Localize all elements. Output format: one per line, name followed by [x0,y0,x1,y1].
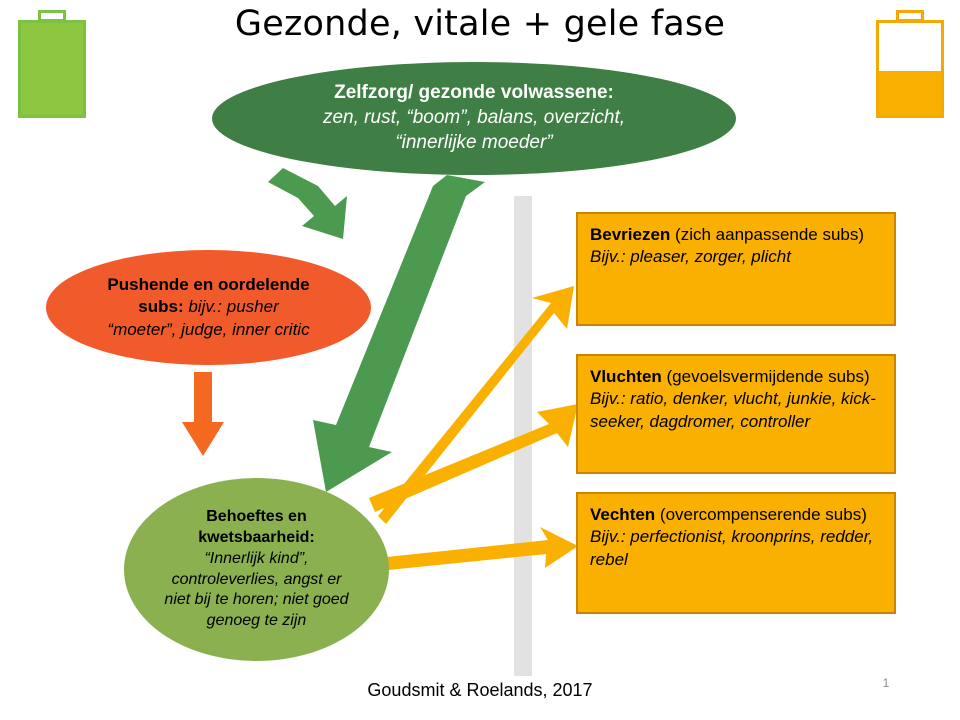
box-vechten[interactable] [576,492,896,614]
node-pushende-line2-bold: subs: [138,297,184,317]
node-pushende-line2-italic: bijv.: pusher [183,297,279,317]
node-behoeftes-line3: “Innerlijk kind”, [204,549,309,567]
battery-green-icon [18,10,88,122]
node-zelfzorg[interactable] [212,62,736,175]
node-behoeftes-kwetsbaarheid[interactable] [124,478,389,661]
node-pushende-line3: “moeter”, judge, inner critic [107,319,310,339]
slide-number: 1 [882,676,890,690]
vertical-divider [514,196,532,676]
node-behoeftes-line2-rest: : [309,528,315,546]
battery-yellow-icon [876,10,946,122]
box-vluchten-subtitle: (gevoelsvermijdende subs) [661,367,870,386]
node-zelfzorg-line2: zen, rust, “boom”, balans, overzicht, [322,107,625,129]
box-vluchten-title: Vluchten [590,367,662,386]
box-vechten-title: Vechten [590,505,656,524]
node-behoeftes-line4: controleverlies, angst er [171,570,342,588]
node-zelfzorg-line3: “innerlijke moeder” [395,131,553,153]
node-behoeftes-line2-bold: kwetsbaarheid [198,528,310,546]
box-vluchten-examples: Bijv.: ratio, denker, vlucht, junkie, kick-seeker, dagdromer, controller [590,389,876,431]
arrow-yellow-vechten-icon [378,527,578,571]
battery-fill [21,23,83,115]
arrow-yellow-bevriezen-icon [378,286,574,524]
node-pushende-subs[interactable] [46,250,371,365]
arrow-yellow-vluchten-icon [369,404,578,512]
box-bevriezen-examples: Bijv.: pleaser, zorger, plicht [590,247,791,267]
node-behoeftes-line5: niet bij te horen; niet goed [164,591,349,609]
page-title: Gezonde, vitale + gele fase [234,4,726,44]
box-bevriezen[interactable] [576,212,896,326]
node-pushende-line1: Pushende en oordelende [107,275,310,295]
battery-fill [879,71,941,115]
node-zelfzorg-line1: Zelfzorg/ gezonde volwassene: [334,82,614,104]
box-vechten-subtitle: (overcompenserende subs) [655,505,867,524]
node-behoeftes-line6: genoeg te zijn [206,612,307,630]
arrow-orange-down-icon [182,372,224,456]
footer-credit: Goudsmit & Roelands, 2017 [367,680,593,700]
arrow-green-down-left-icon [268,168,347,239]
node-behoeftes-line1: Behoeftes en [206,508,307,526]
box-bevriezen-subtitle: (zich aanpassende subs) [670,225,865,244]
battery-body [876,20,944,118]
box-vechten-examples: Bijv.: perfectionist, kroonprins, redder, rebel [590,527,874,569]
battery-body [18,20,86,118]
box-vluchten[interactable] [576,354,896,474]
box-bevriezen-title: Bevriezen [590,225,671,244]
